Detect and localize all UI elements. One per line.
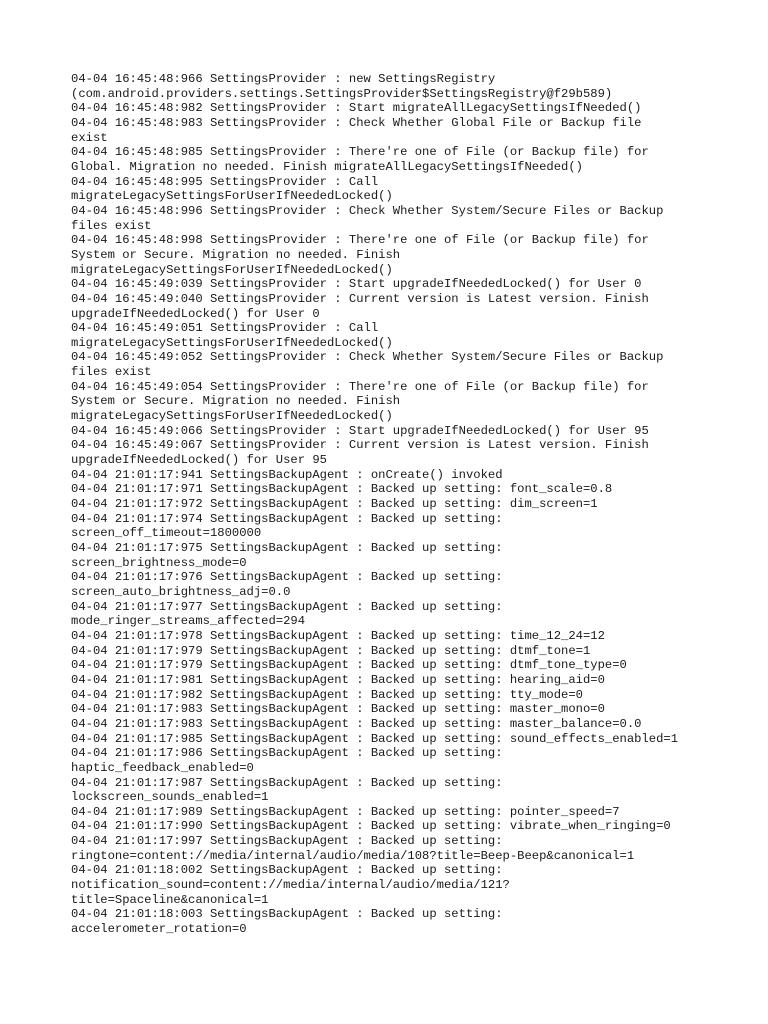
log-line: migrateLegacySettingsForUserIfNeededLocked() xyxy=(71,335,393,350)
log-document xyxy=(71,72,711,937)
log-line: 04-04 16:45:48:985 SettingsProvider : There're one of File (or Backup file) for xyxy=(71,145,649,160)
log-line: 04-04 16:45:49:051 SettingsProvider : Call xyxy=(71,321,379,336)
log-line: 04-04 21:01:17:971 SettingsBackupAgent : Backed up setting: font_scale=0.8 xyxy=(71,482,613,497)
log-line: files exist xyxy=(71,365,152,380)
log-line: lockscreen_sounds_enabled=1 xyxy=(71,790,269,805)
log-line: 04-04 21:01:17:979 SettingsBackupAgent : Backed up setting: dtmf_tone_type=0 xyxy=(71,658,627,673)
log-line: 04-04 21:01:17:985 SettingsBackupAgent : Backed up setting: sound_effects_enabled=1 xyxy=(71,731,679,746)
log-line: 04-04 21:01:17:941 SettingsBackupAgent : onCreate() invoked xyxy=(71,467,503,482)
log-line: 04-04 16:45:48:996 SettingsProvider : Check Whether System/Secure Files or Backup xyxy=(71,203,664,218)
log-line: 04-04 21:01:17:972 SettingsBackupAgent : Backed up setting: dim_screen=1 xyxy=(71,497,598,512)
log-line: 04-04 21:01:17:981 SettingsBackupAgent : Backed up setting: hearing_aid=0 xyxy=(71,672,605,687)
log-line: 04-04 21:01:17:982 SettingsBackupAgent : Backed up setting: tty_mode=0 xyxy=(71,687,583,702)
log-line: 04-04 21:01:17:978 SettingsBackupAgent : Backed up setting: time_12_24=12 xyxy=(71,628,605,643)
log-line: migrateLegacySettingsForUserIfNeededLocked() xyxy=(71,409,393,424)
log-line: title=Spaceline&canonical=1 xyxy=(71,892,269,907)
log-line: 04-04 16:45:49:066 SettingsProvider : Start upgradeIfNeededLocked() for User 95 xyxy=(71,423,649,438)
log-line: Global. Migration no needed. Finish migrateAllLegacySettingsIfNeeded() xyxy=(71,159,583,174)
log-line: 04-04 16:45:48:995 SettingsProvider : Call xyxy=(71,174,379,189)
log-line: 04-04 21:01:17:974 SettingsBackupAgent : Backed up setting: xyxy=(71,511,503,526)
log-line: 04-04 16:45:48:982 SettingsProvider : Start migrateAllLegacySettingsIfNeeded() xyxy=(71,101,642,116)
log-line: 04-04 21:01:17:975 SettingsBackupAgent : Backed up setting: xyxy=(71,541,503,555)
log-line: 04-04 21:01:17:983 SettingsBackupAgent : Backed up setting: master_balance=0.0 xyxy=(71,716,642,731)
log-line: System or Secure. Migration no needed. Finish xyxy=(71,247,401,262)
log-line: 04-04 21:01:17:979 SettingsBackupAgent : Backed up setting: dtmf_tone=1 xyxy=(71,643,591,658)
log-line: accelerometer_rotation=0 xyxy=(71,922,247,937)
log-line: upgradeIfNeededLocked() for User 95 xyxy=(71,453,327,468)
log-line: screen_off_timeout=1800000 xyxy=(71,526,262,541)
log-line: screen_brightness_mode=0 xyxy=(71,555,247,570)
log-line: 04-04 16:45:48:998 SettingsProvider : There're one of File (or Backup file) for xyxy=(71,233,649,248)
log-line: 04-04 21:01:18:003 SettingsBackupAgent : Backed up setting: xyxy=(71,907,503,922)
log-line: 04-04 16:45:49:054 SettingsProvider : There're one of File (or Backup file) for xyxy=(71,379,649,394)
log-line: 04-04 16:45:48:966 SettingsProvider : new SettingsRegistry xyxy=(71,72,496,86)
log-line: upgradeIfNeededLocked() for User 0 xyxy=(71,306,320,321)
log-line: 04-04 21:01:17:983 SettingsBackupAgent : Backed up setting: master_mono=0 xyxy=(71,702,605,717)
log-line: 04-04 21:01:17:989 SettingsBackupAgent : Backed up setting: pointer_speed=7 xyxy=(71,804,620,819)
log-line: migrateLegacySettingsForUserIfNeededLocked() xyxy=(71,262,393,277)
log-line: screen_auto_brightness_adj=0.0 xyxy=(71,584,291,599)
log-line: 04-04 21:01:18:002 SettingsBackupAgent : Backed up setting: xyxy=(71,863,503,878)
log-line: 04-04 16:45:49:067 SettingsProvider : Current version is Latest version. Finish xyxy=(71,438,649,453)
log-line: notification_sound=content://media/internal/audio/media/121? xyxy=(71,878,510,893)
log-line: exist xyxy=(71,130,108,145)
log-line: ringtone=content://media/internal/audio/media/108?title=Beep-Beep&canonical=1 xyxy=(71,848,635,863)
log-line: (com.android.providers.settings.SettingsProvider$SettingsRegistry@f29b589) xyxy=(71,86,613,101)
log-line: 04-04 21:01:17:987 SettingsBackupAgent : Backed up setting: xyxy=(71,775,503,790)
log-line: files exist xyxy=(71,218,152,233)
log-line: 04-04 21:01:17:997 SettingsBackupAgent : Backed up setting: xyxy=(71,834,503,849)
log-line: 04-04 16:45:49:040 SettingsProvider : Current version is Latest version. Finish xyxy=(71,291,649,306)
log-line: 04-04 21:01:17:977 SettingsBackupAgent : Backed up setting: xyxy=(71,599,503,614)
log-line: 04-04 21:01:17:990 SettingsBackupAgent : Backed up setting: vibrate_when_ringing=0 xyxy=(71,819,671,834)
log-line: haptic_feedback_enabled=0 xyxy=(71,760,254,775)
log-line: 04-04 16:45:48:983 SettingsProvider : Check Whether Global File or Backup file xyxy=(71,115,642,130)
log-line: migrateLegacySettingsForUserIfNeededLocked() xyxy=(71,189,393,204)
log-line: mode_ringer_streams_affected=294 xyxy=(71,614,306,629)
log-line: 04-04 16:45:49:039 SettingsProvider : Start upgradeIfNeededLocked() for User 0 xyxy=(71,277,642,292)
log-line: 04-04 21:01:17:976 SettingsBackupAgent : Backed up setting: xyxy=(71,570,503,585)
log-line: 04-04 21:01:17:986 SettingsBackupAgent : Backed up setting: xyxy=(71,746,503,761)
log-line: System or Secure. Migration no needed. Finish xyxy=(71,394,401,409)
log-line: 04-04 16:45:49:052 SettingsProvider : Check Whether System/Secure Files or Backup xyxy=(71,350,664,365)
